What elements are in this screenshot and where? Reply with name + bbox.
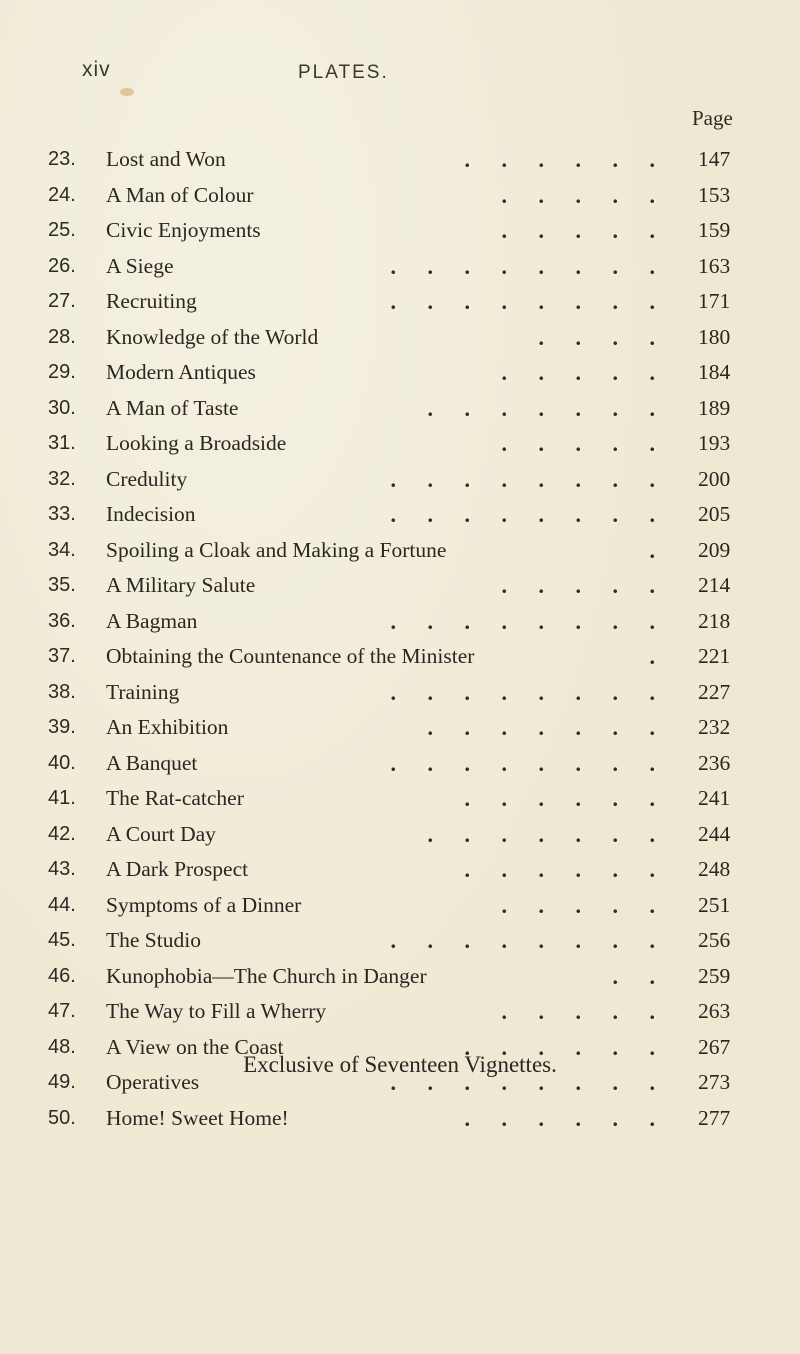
dot-leader: . . . . . <box>501 999 668 1024</box>
plate-title: A Man of Taste <box>106 395 239 420</box>
list-item <box>48 710 748 746</box>
list-item <box>48 1101 748 1137</box>
page-number: 277 <box>698 1105 731 1130</box>
dot-leader: . . . . . . <box>464 786 668 811</box>
plate-title: Symptoms of a Dinner <box>106 892 302 917</box>
list-item <box>48 817 748 853</box>
page-number: 189 <box>698 395 731 420</box>
plate-number: 26. <box>48 254 76 277</box>
dot-leader: . . . . . . . . <box>390 253 668 279</box>
dot-leader: . . . . . . . . <box>390 289 668 314</box>
plate-number: 23. <box>48 148 76 170</box>
dot-leader: . . . . . <box>501 182 668 208</box>
plate-title: The Studio <box>106 928 201 952</box>
page-number: 263 <box>698 999 731 1023</box>
list-item <box>48 533 748 569</box>
plates-list <box>48 142 748 1136</box>
plate-number: 39. <box>48 716 76 738</box>
plate-number: 50. <box>48 1106 76 1129</box>
page-number: 241 <box>698 786 731 810</box>
page-number: 256 <box>698 928 731 952</box>
plate-title: A Military Salute <box>106 573 256 597</box>
plate-number: 44. <box>48 893 76 916</box>
list-item <box>48 604 748 640</box>
dot-leader: . . . . . . . . <box>390 1070 668 1095</box>
list-item <box>48 639 748 675</box>
plate-number: 35. <box>48 574 76 596</box>
page-number: 147 <box>698 147 731 171</box>
list-item <box>48 746 748 782</box>
dot-leader: . . . . . . . . <box>390 928 668 953</box>
page-number: 163 <box>698 253 731 278</box>
list-item <box>48 675 748 711</box>
page-number: 205 <box>698 502 731 526</box>
dot-leader: . . . . . . . . <box>390 466 668 492</box>
plate-title: Civic Enjoyments <box>106 218 261 242</box>
list-item <box>48 497 748 533</box>
plate-title: The Rat-catcher <box>106 786 244 810</box>
plate-number: 25. <box>48 219 76 241</box>
plate-number: 38. <box>48 680 76 703</box>
dot-leader: . . . . . <box>501 360 668 385</box>
list-item <box>48 888 748 924</box>
plate-title: The Way to Fill a Wherry <box>106 999 327 1023</box>
list-item <box>48 568 748 604</box>
plate-title: An Exhibition <box>106 715 229 739</box>
dot-leader: . . . . . <box>501 218 668 243</box>
page-number: 171 <box>698 289 731 313</box>
plate-title: A Court Day <box>106 821 216 846</box>
list-item <box>48 781 748 817</box>
page-number: 236 <box>698 750 731 775</box>
dot-leader: . . . . . . <box>464 1034 668 1060</box>
plate-number: 27. <box>48 290 76 312</box>
plate-number: 32. <box>48 467 76 490</box>
list-item <box>48 355 748 391</box>
dot-leader: . . . . . . . <box>427 715 668 740</box>
plate-title: Training <box>106 679 180 704</box>
page-number: 180 <box>698 324 731 349</box>
dot-leader: . . . . <box>538 324 668 350</box>
running-head: PLATES. <box>298 62 389 83</box>
plate-number: 49. <box>48 1071 76 1093</box>
plate-number: 37. <box>48 645 76 667</box>
plate-number: 46. <box>48 964 76 987</box>
list-item <box>48 178 748 214</box>
page-number: 193 <box>698 431 731 455</box>
plate-title: Kunophobia—The Church in Danger <box>106 963 427 988</box>
dot-leader: . . . . . . . . <box>390 502 668 527</box>
plate-title: Indecision <box>106 502 196 526</box>
page-number: 232 <box>698 715 731 739</box>
plate-number: 24. <box>48 183 76 206</box>
dot-leader: . . . . . . . . <box>390 608 668 634</box>
plate-title: A View on the Coast <box>106 1034 284 1059</box>
plate-number: 41. <box>48 787 76 809</box>
plate-number: 30. <box>48 396 76 419</box>
list-item <box>48 320 748 356</box>
list-item <box>48 923 748 959</box>
ink-smudge <box>120 88 134 96</box>
plate-title: Credulity <box>106 466 188 491</box>
dot-leader: . . . . . <box>501 892 668 918</box>
list-item <box>48 852 748 888</box>
list-item <box>48 249 748 285</box>
plate-title: A Banquet <box>106 750 198 775</box>
page-number: 153 <box>698 182 731 207</box>
plate-number: 48. <box>48 1035 76 1058</box>
dot-leader: . . . . . . . <box>427 821 668 847</box>
page-number: 244 <box>698 821 731 846</box>
dot-leader: . . . . . . <box>464 147 668 172</box>
footnote: Exclusive of Seventeen Vignettes. <box>243 1052 557 1077</box>
page-number: 248 <box>698 857 731 881</box>
page-number: 214 <box>698 573 731 597</box>
plate-title: Home! Sweet Home! <box>106 1105 289 1130</box>
plate-number: 33. <box>48 503 76 525</box>
page-column-label: Page <box>692 106 733 130</box>
plate-number: 40. <box>48 751 76 774</box>
plate-number: 43. <box>48 858 76 880</box>
page-number: 221 <box>698 644 731 668</box>
plate-number: 42. <box>48 822 76 845</box>
plate-number: 31. <box>48 432 76 454</box>
page-number: 227 <box>698 679 731 704</box>
plate-title: Spoiling a Cloak and Making a Fortune <box>106 537 447 562</box>
plate-title: Operatives <box>106 1070 200 1094</box>
plate-title: Knowledge of the World <box>106 324 319 349</box>
list-item <box>48 994 748 1030</box>
list-item <box>48 391 748 427</box>
page-number: 209 <box>698 537 731 562</box>
dot-leader: . . <box>612 963 668 989</box>
page-folio: xiv <box>82 58 111 81</box>
page-number: 259 <box>698 963 731 988</box>
page-number: 159 <box>698 218 731 242</box>
plate-title: Lost and Won <box>106 147 226 171</box>
dot-leader: . <box>649 644 668 669</box>
dot-leader: . . . . . . . <box>427 395 668 421</box>
page-number: 200 <box>698 466 731 491</box>
list-item <box>48 462 748 498</box>
list-item <box>48 426 748 462</box>
plate-title: Modern Antiques <box>106 360 256 384</box>
plate-number: 36. <box>48 609 76 632</box>
list-item <box>48 142 748 178</box>
plate-title: A Dark Prospect <box>106 857 249 881</box>
dot-leader: . . . . . . . . <box>390 750 668 776</box>
page-number: 251 <box>698 892 731 917</box>
plate-number: 28. <box>48 325 76 348</box>
plate-title: A Bagman <box>106 608 198 633</box>
plate-number: 34. <box>48 538 76 561</box>
page-number: 184 <box>698 360 731 384</box>
plate-title: Recruiting <box>106 289 197 313</box>
plate-number: 29. <box>48 361 76 383</box>
dot-leader: . . . . . . . . <box>390 679 668 705</box>
plate-title: A Siege <box>106 253 174 278</box>
page-number: 273 <box>698 1070 731 1094</box>
plate-title: Looking a Broadside <box>106 431 287 455</box>
list-item <box>48 959 748 995</box>
plate-title: Obtaining the Countenance of the Minister <box>106 644 475 668</box>
dot-leader: . . . . . <box>501 573 668 598</box>
plate-number: 47. <box>48 1000 76 1022</box>
plate-number: 45. <box>48 929 76 951</box>
page-number: 218 <box>698 608 731 633</box>
page-number: 267 <box>698 1034 731 1059</box>
plate-title: A Man of Colour <box>106 182 254 207</box>
list-item <box>48 213 748 249</box>
dot-leader: . . . . . . <box>464 1105 668 1131</box>
list-item <box>48 284 748 320</box>
dot-leader: . . . . . . <box>464 857 668 882</box>
dot-leader: . <box>649 537 668 563</box>
dot-leader: . . . . . <box>501 431 668 456</box>
